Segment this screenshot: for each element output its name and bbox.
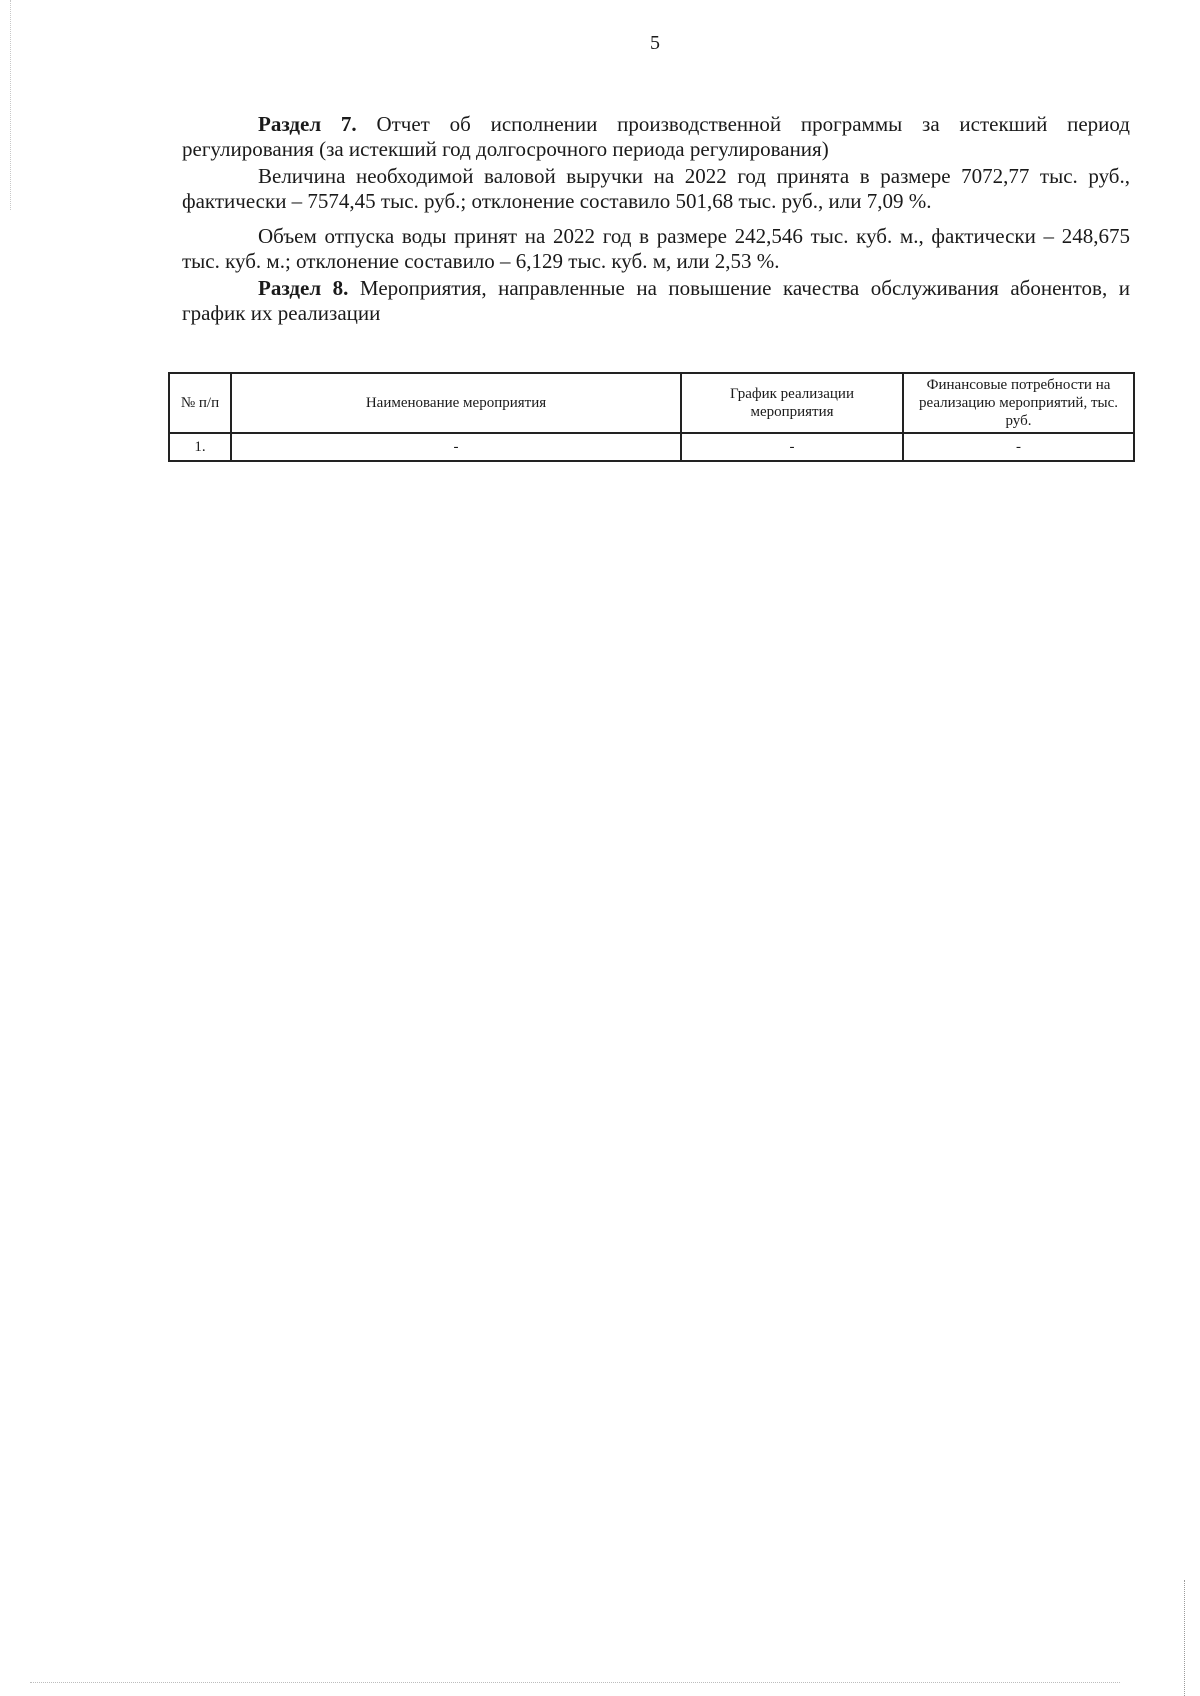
section-8-heading bbox=[182, 276, 1130, 326]
header-schedule: График реализации мероприятия bbox=[681, 373, 903, 433]
measures-table-container bbox=[168, 372, 1135, 462]
header-number: № п/п bbox=[169, 373, 231, 433]
header-financial-needs: Финансовые потребности на реализацию мероприятий, тыс. руб. bbox=[903, 373, 1134, 433]
scan-edge-bottom bbox=[30, 1682, 1120, 1684]
header-measure-name: Наименование мероприятия bbox=[231, 373, 681, 433]
measures-table bbox=[168, 372, 1135, 462]
cell-measure-name: - bbox=[231, 433, 681, 461]
document-body bbox=[182, 112, 1130, 326]
section-7-heading bbox=[182, 112, 1130, 162]
table-header-row bbox=[169, 373, 1134, 433]
section-7-title: Отчет об исполнении производственной программы за истекший период регулирования (за истекший год долгосрочного периода регулирования) bbox=[182, 112, 1130, 161]
page-number: 5 bbox=[650, 32, 660, 54]
water-volume-paragraph: Объем отпуска воды принят на 2022 год в размере 242,546 тыс. куб. м., фактически – 248,675 тыс. куб. м.; отклонение составило – 6,129 тыс. куб. м, или 2,53 %. bbox=[182, 224, 1130, 273]
scan-edge-right bbox=[1184, 1580, 1186, 1696]
section-7-label: Раздел 7. bbox=[258, 112, 357, 136]
section-8-label: Раздел 8. bbox=[258, 276, 349, 300]
section-8-title: Мероприятия, направленные на повышение качества обслуживания абонентов, и график их реализации bbox=[182, 276, 1130, 325]
cell-number: 1. bbox=[169, 433, 231, 461]
cell-schedule: - bbox=[681, 433, 903, 461]
cell-financial-needs: - bbox=[903, 433, 1134, 461]
table-row bbox=[169, 433, 1134, 461]
revenue-paragraph: Величина необходимой валовой выручки на 2022 год принята в размере 7072,77 тыс. руб., фактически – 7574,45 тыс. руб.; отклонение составило 501,68 тыс. руб., или 7,09 %. bbox=[182, 164, 1130, 213]
